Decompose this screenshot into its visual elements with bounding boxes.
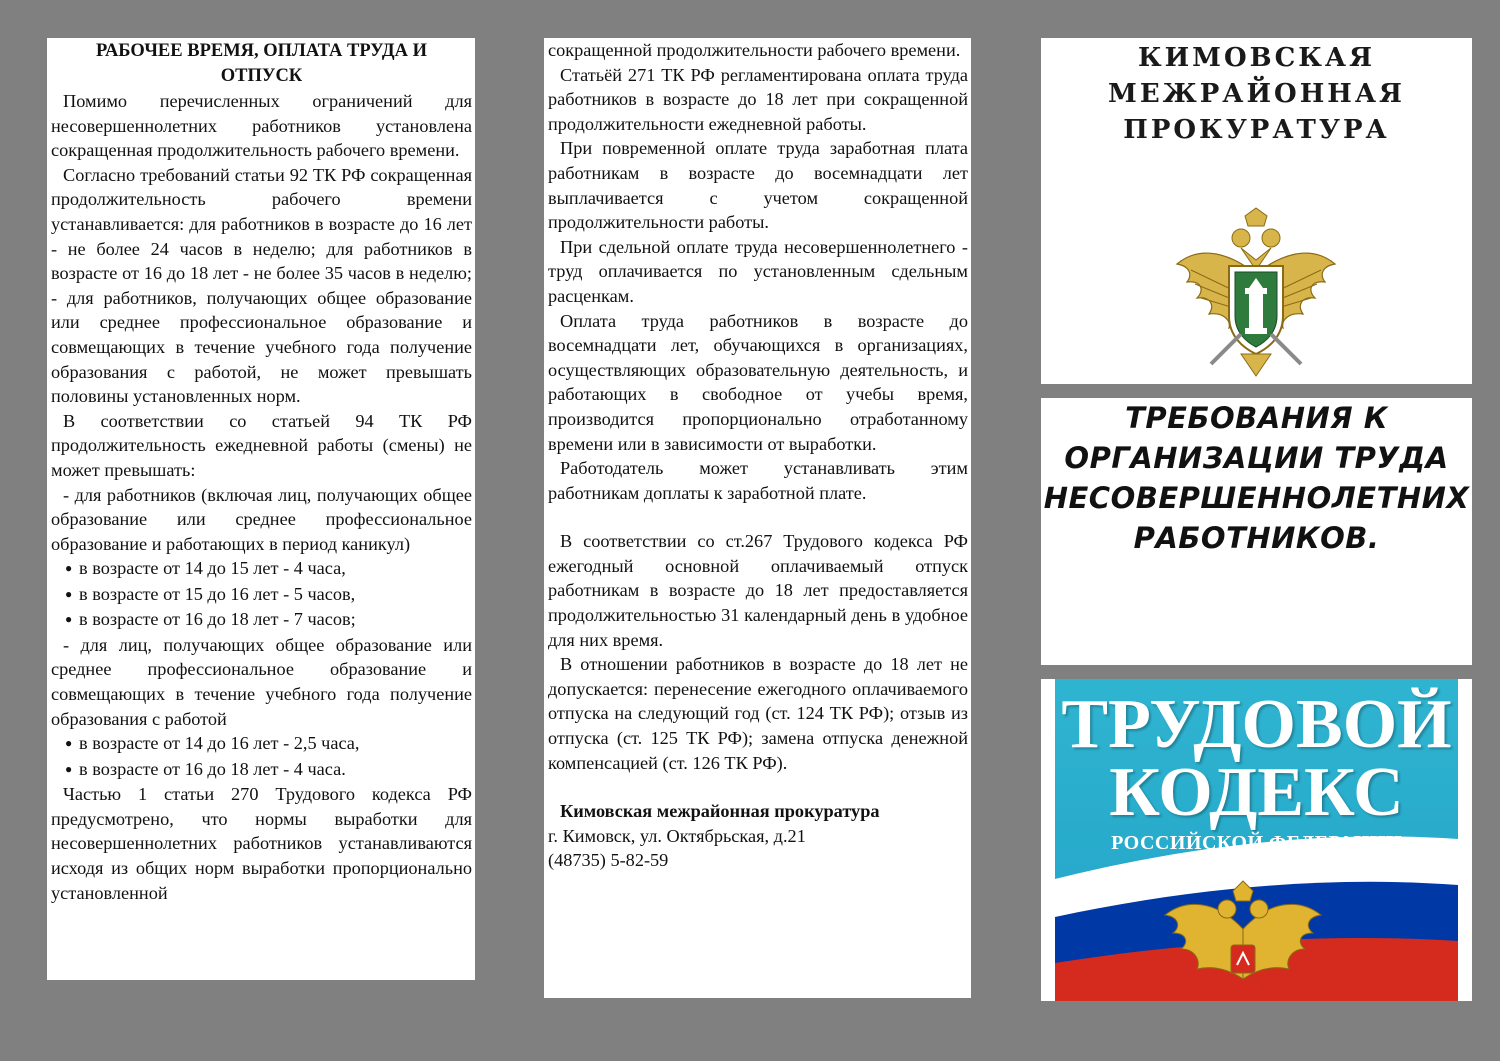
middle-text <box>548 38 968 873</box>
paragraph: При сдельной оплате труда несовершеннолетнего - труд оплачивается по установленным сдельным расценкам. <box>548 236 968 306</box>
bullet-list <box>51 731 472 782</box>
paragraph: - для работников (включая лиц, получающих общее образование или среднее профессиональное образование и работающих в период каникул) <box>51 484 472 554</box>
paragraph: Помимо перечисленных ограничений для несовершеннолетних работников установлена сокращенная продолжительность рабочего времени. <box>51 91 472 161</box>
paragraph: Работодатель может устанавливать этим работникам доплаты к заработной плате. <box>548 458 968 503</box>
paragraph: В отношении работников в возрасте до 18 лет не допускается: перенесение ежегодного оплачиваемого отпуска на следующий год (ст. 124 ТК РФ); отзыв из отпуска (ст. 125 ТК РФ); замена отпуска денежной компенсацией (ст. 126 ТК РФ). <box>548 654 968 773</box>
subject-line: ОРГАНИЗАЦИИ ТРУДА <box>1064 441 1449 475</box>
subject-line: НЕСОВЕРШЕННОЛЕТНИХ <box>1043 481 1470 515</box>
phone: (48735) 5-82-59 <box>548 850 669 871</box>
book-cover <box>1055 679 1458 1001</box>
paragraph: В соответствии со ст.267 Трудового кодекса РФ ежегодный основной оплачиваемый отпуск работникам в возрасте до 18 лет предоставляется продолжительностью 31 календарный день в удобное для них время. <box>548 531 968 650</box>
book-subtitle: РОССИЙСКОЙ ФЕДЕРАЦИИ <box>1111 832 1402 854</box>
subject-line: ТРЕБОВАНИЯ К <box>1125 401 1388 435</box>
list-item: ● в возрасте от 14 до 15 лет - 4 часа, <box>63 556 472 582</box>
list-item: ● в возрасте от 14 до 16 лет - 2,5 часа, <box>63 731 472 757</box>
spacer <box>548 505 968 529</box>
bullet-list <box>51 556 472 633</box>
book-title-line1: ТРУДОВОЙ <box>1061 686 1452 763</box>
subject-line: РАБОТНИКОВ. <box>1133 521 1380 555</box>
book-title-line2: КОДЕКС <box>1109 754 1404 831</box>
paragraph: В соответствии со статьей 94 ТК РФ продолжительность ежедневной работы (смены) не может превышать: <box>51 410 472 480</box>
list-item: ● в возрасте от 16 до 18 лет - 4 часа. <box>63 757 472 783</box>
paragraph: Оплата труда работников в возрасте до восемнадцати лет, обучающихся в организациях, осуществляющих образовательную деятельность, и работающих в свободное от учебы время, производится пропорционально отработанному времени или в зависимости от выработки. <box>548 310 968 454</box>
list-item: ● в возрасте от 16 до 18 лет - 7 часов; <box>63 607 472 633</box>
cover-title-line: КИМОВСКАЯ <box>1137 43 1376 73</box>
paragraph: сокращенной продолжительности рабочего времени. <box>548 40 961 60</box>
left-column <box>47 38 475 980</box>
paragraph: Статьёй 271 ТК РФ регламентирована оплата труда работников в возрасте до 18 лет при сокращенной продолжительности ежедневной работы. <box>548 64 968 134</box>
cover-subject <box>1041 398 1472 665</box>
cover-title <box>1041 40 1472 148</box>
subject-title <box>1041 398 1472 558</box>
middle-column <box>544 38 971 998</box>
left-text <box>51 89 472 905</box>
cover-title-line: МЕЖРАЙОННАЯ <box>1108 79 1405 109</box>
cover-header <box>1041 38 1472 384</box>
spacer <box>548 775 968 799</box>
paragraph: При повременной оплате труда заработная плата работникам в возрасте до восемнадцати лет выплачивается с учетом сокращенной продолжительности работы. <box>548 138 968 233</box>
labor-code-book-image <box>1041 679 1472 1001</box>
cover-title-line: ПРОКУРАТУРА <box>1123 115 1390 145</box>
section-title: РАБОЧЕЕ ВРЕМЯ, ОПЛАТА ТРУДА И ОТПУСК <box>96 41 427 86</box>
address: г. Кимовск, ул. Октябрьская, д.21 <box>548 825 806 846</box>
prosecutor-emblem-icon <box>1171 204 1341 379</box>
paragraph: Частью 1 статьи 270 Трудового кодекса РФ предусмотрено, что нормы выработки для несовершеннолетних работников устанавливаются исходя из общих норм выработки пропорционально установленной <box>51 784 472 903</box>
paragraph: Согласно требований статьи 92 ТК РФ сокращенная продолжительность рабочего времени устанавливается: для работников в возрасте до 16 лет - не более 24 часов в неделю; для работников в возрасте от 16 до 18 лет - не более 35 часов в неделю; - для работников, получающих общее образование или среднее профессиональное образование и совмещающих в течение учебного года получение образования с работой, не может превышать половины установленных норм. <box>51 164 472 407</box>
organization-name: Кимовская межрайонная прокуратура <box>560 801 880 822</box>
paragraph: - для лиц, получающих общее образование или среднее профессиональное образование и совмещающих в течение учебного года получение образования с работой <box>51 634 472 729</box>
list-item: ● в возрасте от 15 до 16 лет - 5 часов, <box>63 582 472 608</box>
